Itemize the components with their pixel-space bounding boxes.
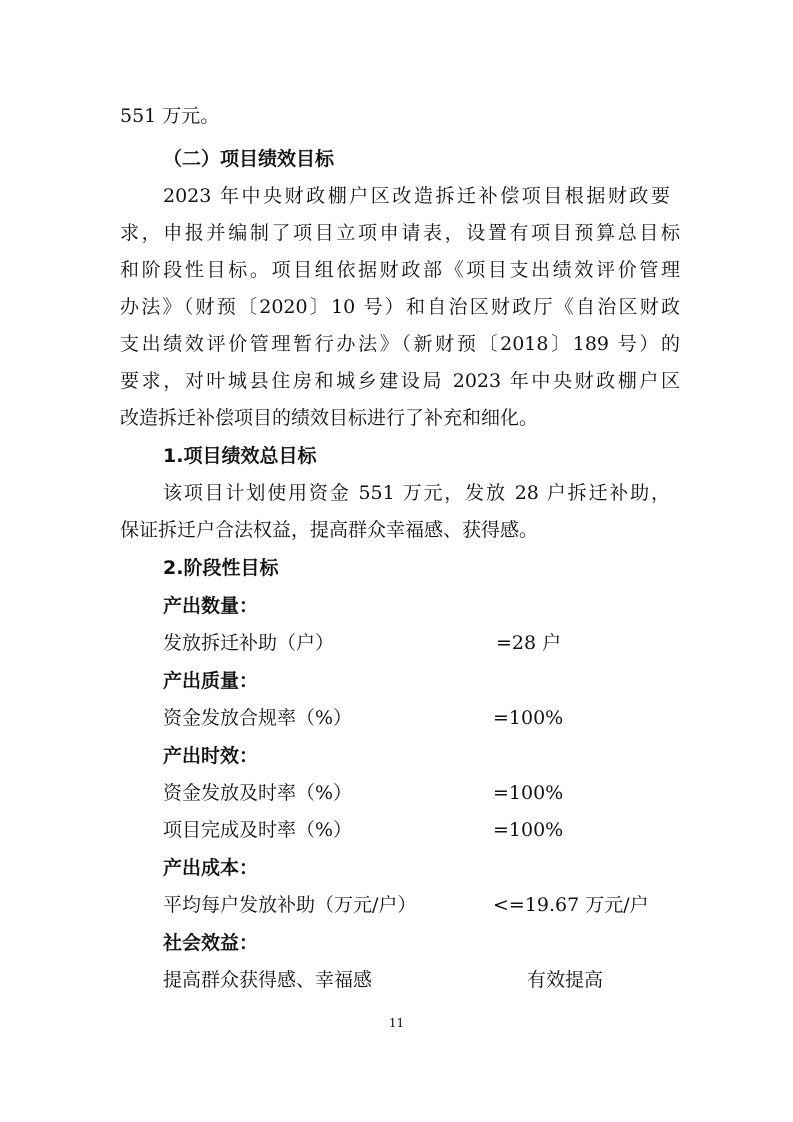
indicator-name: 项目完成及时率（%） (163, 819, 353, 841)
subheading-stage-goals: 2.阶段性目标 (163, 557, 279, 579)
indicator-value: =100% (493, 819, 564, 841)
section-heading: （二）项目绩效目标 (163, 148, 335, 170)
paragraph-line: 支出绩效评价管理暂行办法》（新财预〔2018〕189 号）的 (120, 333, 680, 355)
indicator-category: 社会效益： (163, 932, 259, 954)
paragraph-line: 和阶段性目标。项目组依据财政部《项目支出绩效评价管理 (120, 259, 680, 281)
indicator-category: 产出成本： (163, 857, 259, 879)
indicator-name: 资金发放及时率（%） (163, 782, 353, 804)
indicator-name: 发放拆迁补助（户） (163, 632, 335, 654)
page-number: 11 (388, 1016, 405, 1030)
indicator-value: =100% (493, 707, 564, 729)
indicator-category: 产出数量： (163, 595, 259, 617)
continued-text: 551 万元。 (120, 105, 220, 127)
paragraph-line: 求，申报并编制了项目立项申请表，设置有项目预算总目标 (120, 222, 680, 244)
paragraph-line: 办法》（财预〔2020〕10 号）和自治区财政厅《自治区财政 (120, 296, 680, 318)
indicator-value: <=19.67 万元/户 (493, 894, 649, 916)
paragraph-line: 改造拆迁补偿项目的绩效目标进行了补充和细化。 (120, 407, 539, 429)
paragraph-line: 该项目计划使用资金 551 万元，发放 28 户拆迁补助， (163, 482, 670, 504)
indicator-category: 产出质量： (163, 670, 259, 692)
indicator-name: 提高群众获得感、幸福感 (163, 969, 373, 991)
indicator-value: =100% (493, 782, 564, 804)
paragraph-line: 要求，对叶城县住房和城乡建设局 2023 年中央财政棚户区 (120, 370, 680, 392)
indicator-category: 产出时效： (163, 745, 259, 767)
paragraph-line: 保证拆迁户合法权益，提高群众幸福感、获得感。 (120, 519, 539, 541)
indicator-name: 资金发放合规率（%） (163, 707, 353, 729)
paragraph-line: 2023 年中央财政棚户区改造拆迁补偿项目根据财政要 (163, 185, 670, 207)
indicator-name: 平均每户发放补助（万元/户） (163, 894, 417, 916)
subheading-overall-goal: 1.项目绩效总目标 (163, 445, 317, 467)
indicator-value: =28 户 (496, 632, 562, 654)
indicator-value: 有效提高 (527, 969, 604, 991)
